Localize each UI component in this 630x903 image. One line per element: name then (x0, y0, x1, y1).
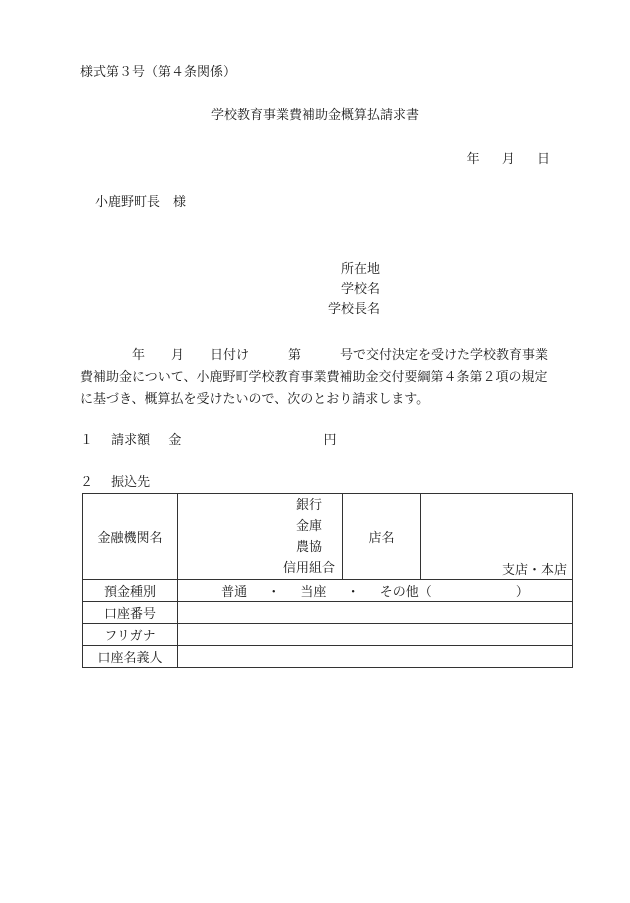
body-line-3: に基づき、概算払を受けたいので、次のとおり請求します。 (80, 392, 430, 407)
item2-label: 振込先 (111, 475, 151, 490)
date-month: 月 (501, 152, 515, 167)
branch-suffix: 支店・本店 (421, 494, 573, 580)
date-day: 日 (536, 152, 550, 167)
account-holder-label: 口座名義人 (83, 646, 178, 668)
body-line-2: 費補助金について、小鹿野町学校教育事業費補助金交付要綱第４条第２項の規定 (80, 370, 548, 385)
applicant-school-label: 学校名 (340, 282, 380, 297)
deposit-ordinary: 普通 (221, 585, 248, 600)
document-title: 学校教育事業費補助金概算払請求書 (210, 108, 419, 123)
account-number-label: 口座番号 (83, 602, 178, 624)
deposit-close: ） (515, 585, 529, 600)
deposit-current: 当座 (300, 585, 327, 600)
deposit-type-options (178, 580, 573, 602)
type-bank: 銀行 (295, 497, 322, 513)
deposit-sep-1: ・ (267, 585, 281, 600)
branch-label: 店名 (343, 494, 421, 580)
item2-number: ２ (80, 475, 94, 490)
account-holder-field[interactable] (178, 646, 573, 668)
amount-unit: 円 (323, 433, 337, 448)
deposit-other: その他（ (379, 585, 432, 600)
deposit-sep-2: ・ (346, 585, 360, 600)
deposit-type-label: 預金種別 (83, 580, 178, 602)
request-amount-line (80, 433, 336, 449)
form-number: 様式第３号（第４条関係） (80, 65, 237, 80)
institution-label: 金融機関名 (83, 494, 178, 580)
type-shinkin: 金庫 (295, 518, 322, 534)
item1-label: 請求額 (111, 433, 151, 448)
furigana-field[interactable] (178, 624, 573, 646)
furigana-label: フリガナ (83, 624, 178, 646)
item1-number: １ (80, 433, 94, 448)
applicant-principal-label: 学校長名 (327, 302, 380, 317)
date-line (449, 152, 550, 168)
account-number-field[interactable] (178, 602, 573, 624)
applicant-address-label: 所在地 (340, 262, 380, 277)
type-nokyo: 農協 (295, 539, 322, 555)
request-body-text (80, 345, 580, 411)
addressee: 小鹿野町長 様 (95, 195, 187, 210)
bank-account-table (82, 493, 573, 668)
institution-types (178, 494, 343, 580)
amount-prefix: 金 (168, 433, 182, 448)
applicant-block (300, 260, 380, 320)
date-year: 年 (466, 152, 480, 167)
transfer-destination-heading (80, 475, 150, 491)
body-line-1: 年 月 日付け 第 号で交付決定を受けた学校教育事業 (132, 348, 549, 363)
type-credit-union: 信用組合 (282, 560, 335, 576)
